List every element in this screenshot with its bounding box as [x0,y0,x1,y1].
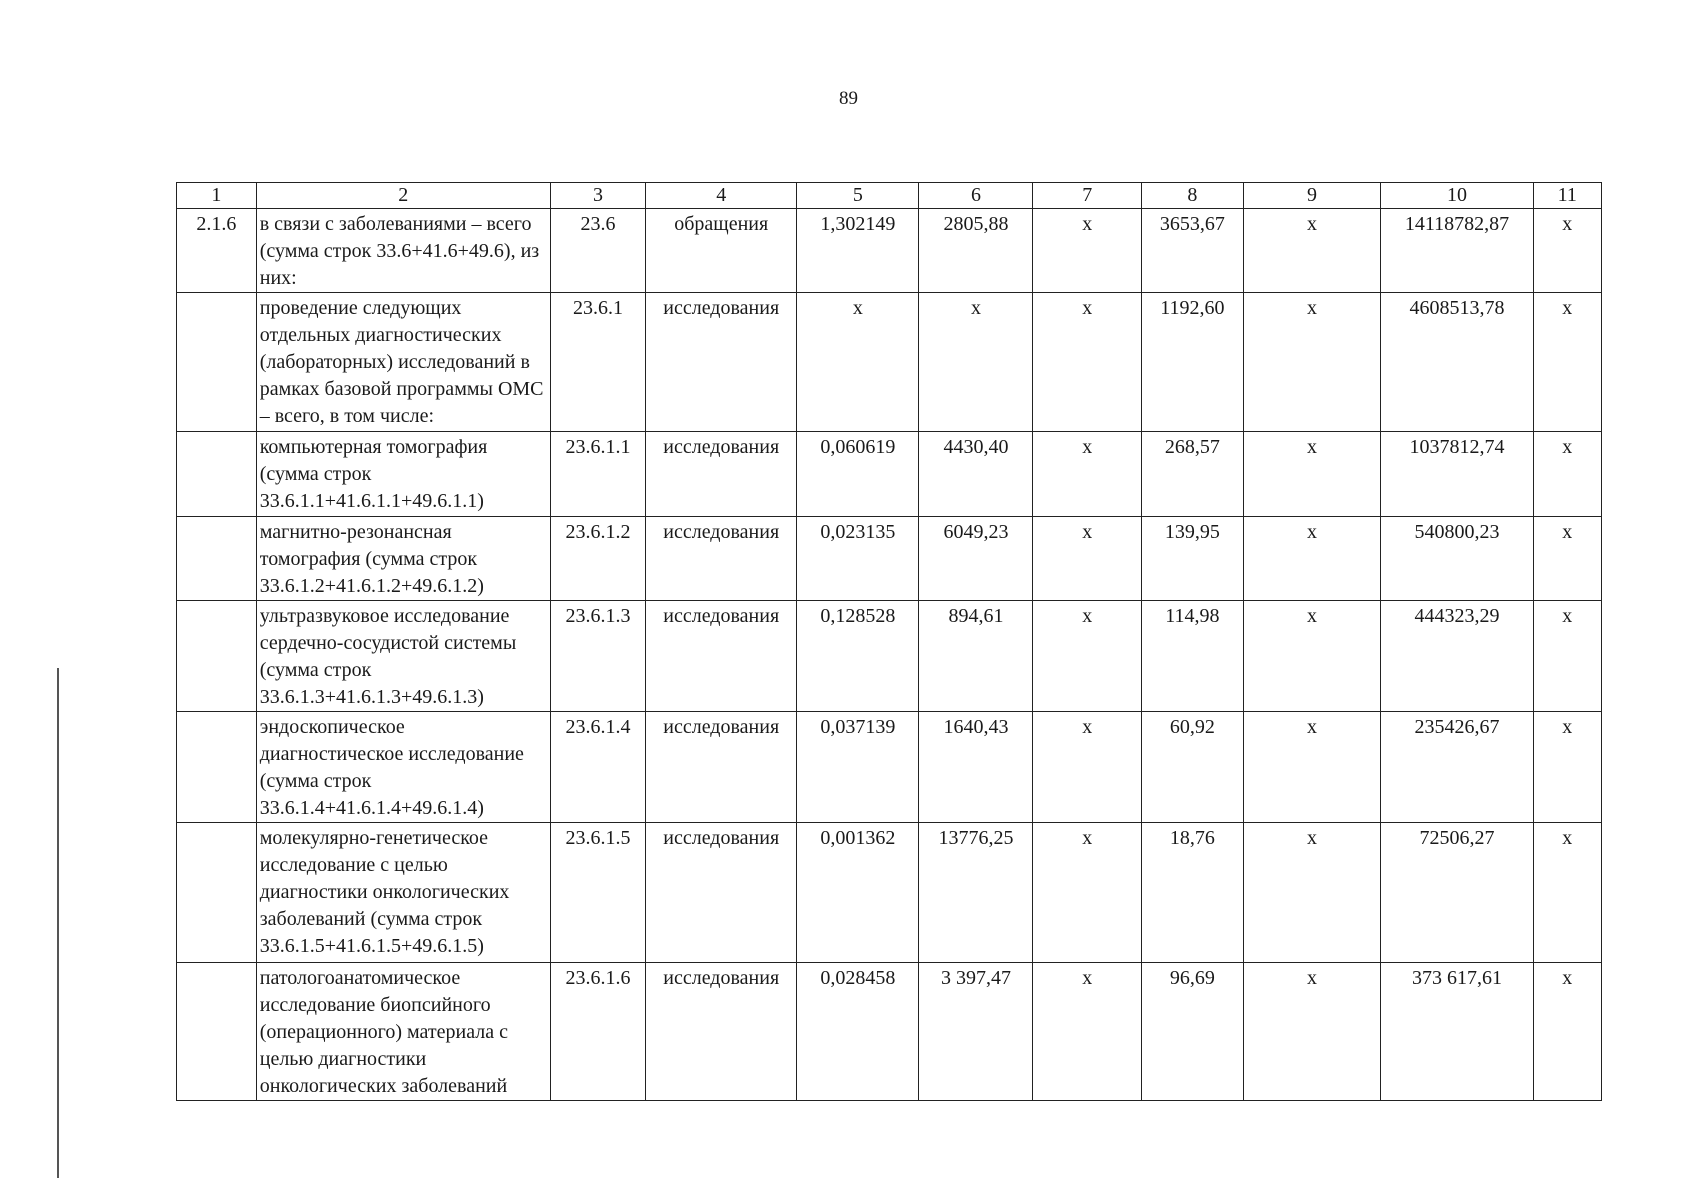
row-number-cell [177,601,257,712]
value-cell-8: 114,98 [1142,601,1243,712]
value-cell-7: х [1033,432,1142,517]
table-row [177,517,1602,601]
row-number-cell [177,712,257,823]
row-number-cell [177,963,257,1101]
line-number-cell: 23.6.1.6 [550,963,645,1101]
line-number-cell: 23.6.1.4 [550,712,645,823]
unit-cell: исследования [646,963,797,1101]
indicator-cell: магнитно-резонансная томография (сумма строк 33.6.1.2+41.6.1.2+49.6.1.2) [256,517,550,601]
value-cell-8: 1192,60 [1142,293,1243,432]
value-cell-9: х [1243,209,1381,293]
line-number-cell: 23.6 [550,209,645,293]
value-cell-6: 894,61 [919,601,1033,712]
value-cell-10: 14118782,87 [1381,209,1533,293]
value-cell-6: 13776,25 [919,823,1033,963]
value-cell-11: х [1533,963,1601,1101]
value-cell-7: х [1033,823,1142,963]
value-cell-6: 4430,40 [919,432,1033,517]
row-number-cell [177,293,257,432]
value-cell-10: 373 617,61 [1381,963,1533,1101]
line-number-cell: 23.6.1.5 [550,823,645,963]
value-cell-10: 72506,27 [1381,823,1533,963]
value-cell-7: х [1033,209,1142,293]
value-cell-10: 444323,29 [1381,601,1533,712]
column-header-10: 10 [1381,183,1533,209]
unit-cell: исследования [646,293,797,432]
unit-cell: обращения [646,209,797,293]
value-cell-6: 6049,23 [919,517,1033,601]
value-cell-8: 268,57 [1142,432,1243,517]
unit-cell: исследования [646,823,797,963]
value-cell-11: х [1533,823,1601,963]
line-number-cell: 23.6.1.2 [550,517,645,601]
column-header-8: 8 [1142,183,1243,209]
column-header-2: 2 [256,183,550,209]
value-cell-9: х [1243,963,1381,1101]
value-cell-6: 3 397,47 [919,963,1033,1101]
value-cell-5: 0,037139 [797,712,919,823]
value-cell-6: 2805,88 [919,209,1033,293]
value-cell-5: 0,060619 [797,432,919,517]
value-cell-11: х [1533,517,1601,601]
value-cell-10: 1037812,74 [1381,432,1533,517]
value-cell-6: х [919,293,1033,432]
value-cell-9: х [1243,712,1381,823]
page-number: 89 [839,88,858,109]
table-row [177,432,1602,517]
table-row [177,293,1602,432]
column-header-3: 3 [550,183,645,209]
unit-cell: исследования [646,601,797,712]
value-cell-8: 96,69 [1142,963,1243,1101]
table-row [177,712,1602,823]
value-cell-9: х [1243,601,1381,712]
margin-line [57,668,59,1178]
line-number-cell: 23.6.1.1 [550,432,645,517]
indicator-cell: ультразвуковое исследование сердечно-сосудистой системы (сумма строк 33.6.1.3+41.6.1.3+49.6.1.3) [256,601,550,712]
value-cell-10: 235426,67 [1381,712,1533,823]
value-cell-7: х [1033,712,1142,823]
value-cell-7: х [1033,517,1142,601]
value-cell-7: х [1033,963,1142,1101]
value-cell-10: 4608513,78 [1381,293,1533,432]
table-row [177,963,1602,1101]
value-cell-10: 540800,23 [1381,517,1533,601]
line-number-cell: 23.6.1.3 [550,601,645,712]
unit-cell: исследования [646,712,797,823]
column-header-6: 6 [919,183,1033,209]
value-cell-8: 18,76 [1142,823,1243,963]
column-header-5: 5 [797,183,919,209]
indicator-cell: молекулярно-генетическое исследование с целью диагностики онкологических заболеваний (сумма строк 33.6.1.5+41.6.1.5+49.6.1.5) [256,823,550,963]
value-cell-8: 3653,67 [1142,209,1243,293]
header-row [177,183,1602,209]
value-cell-5: х [797,293,919,432]
value-cell-5: 0,023135 [797,517,919,601]
row-number-cell [177,823,257,963]
value-cell-8: 60,92 [1142,712,1243,823]
value-cell-5: 1,302149 [797,209,919,293]
row-number-cell [177,432,257,517]
column-header-1: 1 [177,183,257,209]
column-header-4: 4 [646,183,797,209]
table-row [177,209,1602,293]
value-cell-9: х [1243,293,1381,432]
value-cell-11: х [1533,432,1601,517]
indicator-cell: компьютерная томография (сумма строк 33.6.1.1+41.6.1.1+49.6.1.1) [256,432,550,517]
value-cell-11: х [1533,601,1601,712]
value-cell-7: х [1033,293,1142,432]
table-row [177,823,1602,963]
column-header-7: 7 [1033,183,1142,209]
value-cell-5: 0,028458 [797,963,919,1101]
indicator-cell: эндоскопическое диагностическое исследование (сумма строк 33.6.1.4+41.6.1.4+49.6.1.4) [256,712,550,823]
table-row [177,601,1602,712]
value-cell-9: х [1243,432,1381,517]
value-cell-5: 0,001362 [797,823,919,963]
row-number-cell: 2.1.6 [177,209,257,293]
value-cell-7: х [1033,601,1142,712]
column-header-9: 9 [1243,183,1381,209]
value-cell-5: 0,128528 [797,601,919,712]
value-cell-11: х [1533,293,1601,432]
data-table [176,182,1602,1101]
indicator-cell: проведение следующих отдельных диагностических (лабораторных) исследований в рамках базовой программы ОМС – всего, в том числе: [256,293,550,432]
value-cell-9: х [1243,823,1381,963]
value-cell-9: х [1243,517,1381,601]
unit-cell: исследования [646,517,797,601]
indicator-cell: патологоанатомическое исследование биопсийного (операционного) материала с целью диагностики онкологических заболеваний [256,963,550,1101]
indicator-cell: в связи с заболеваниями – всего (сумма строк 33.6+41.6+49.6), из них: [256,209,550,293]
row-number-cell [177,517,257,601]
line-number-cell: 23.6.1 [550,293,645,432]
column-header-11: 11 [1533,183,1601,209]
value-cell-8: 139,95 [1142,517,1243,601]
value-cell-11: х [1533,209,1601,293]
unit-cell: исследования [646,432,797,517]
value-cell-11: х [1533,712,1601,823]
value-cell-6: 1640,43 [919,712,1033,823]
